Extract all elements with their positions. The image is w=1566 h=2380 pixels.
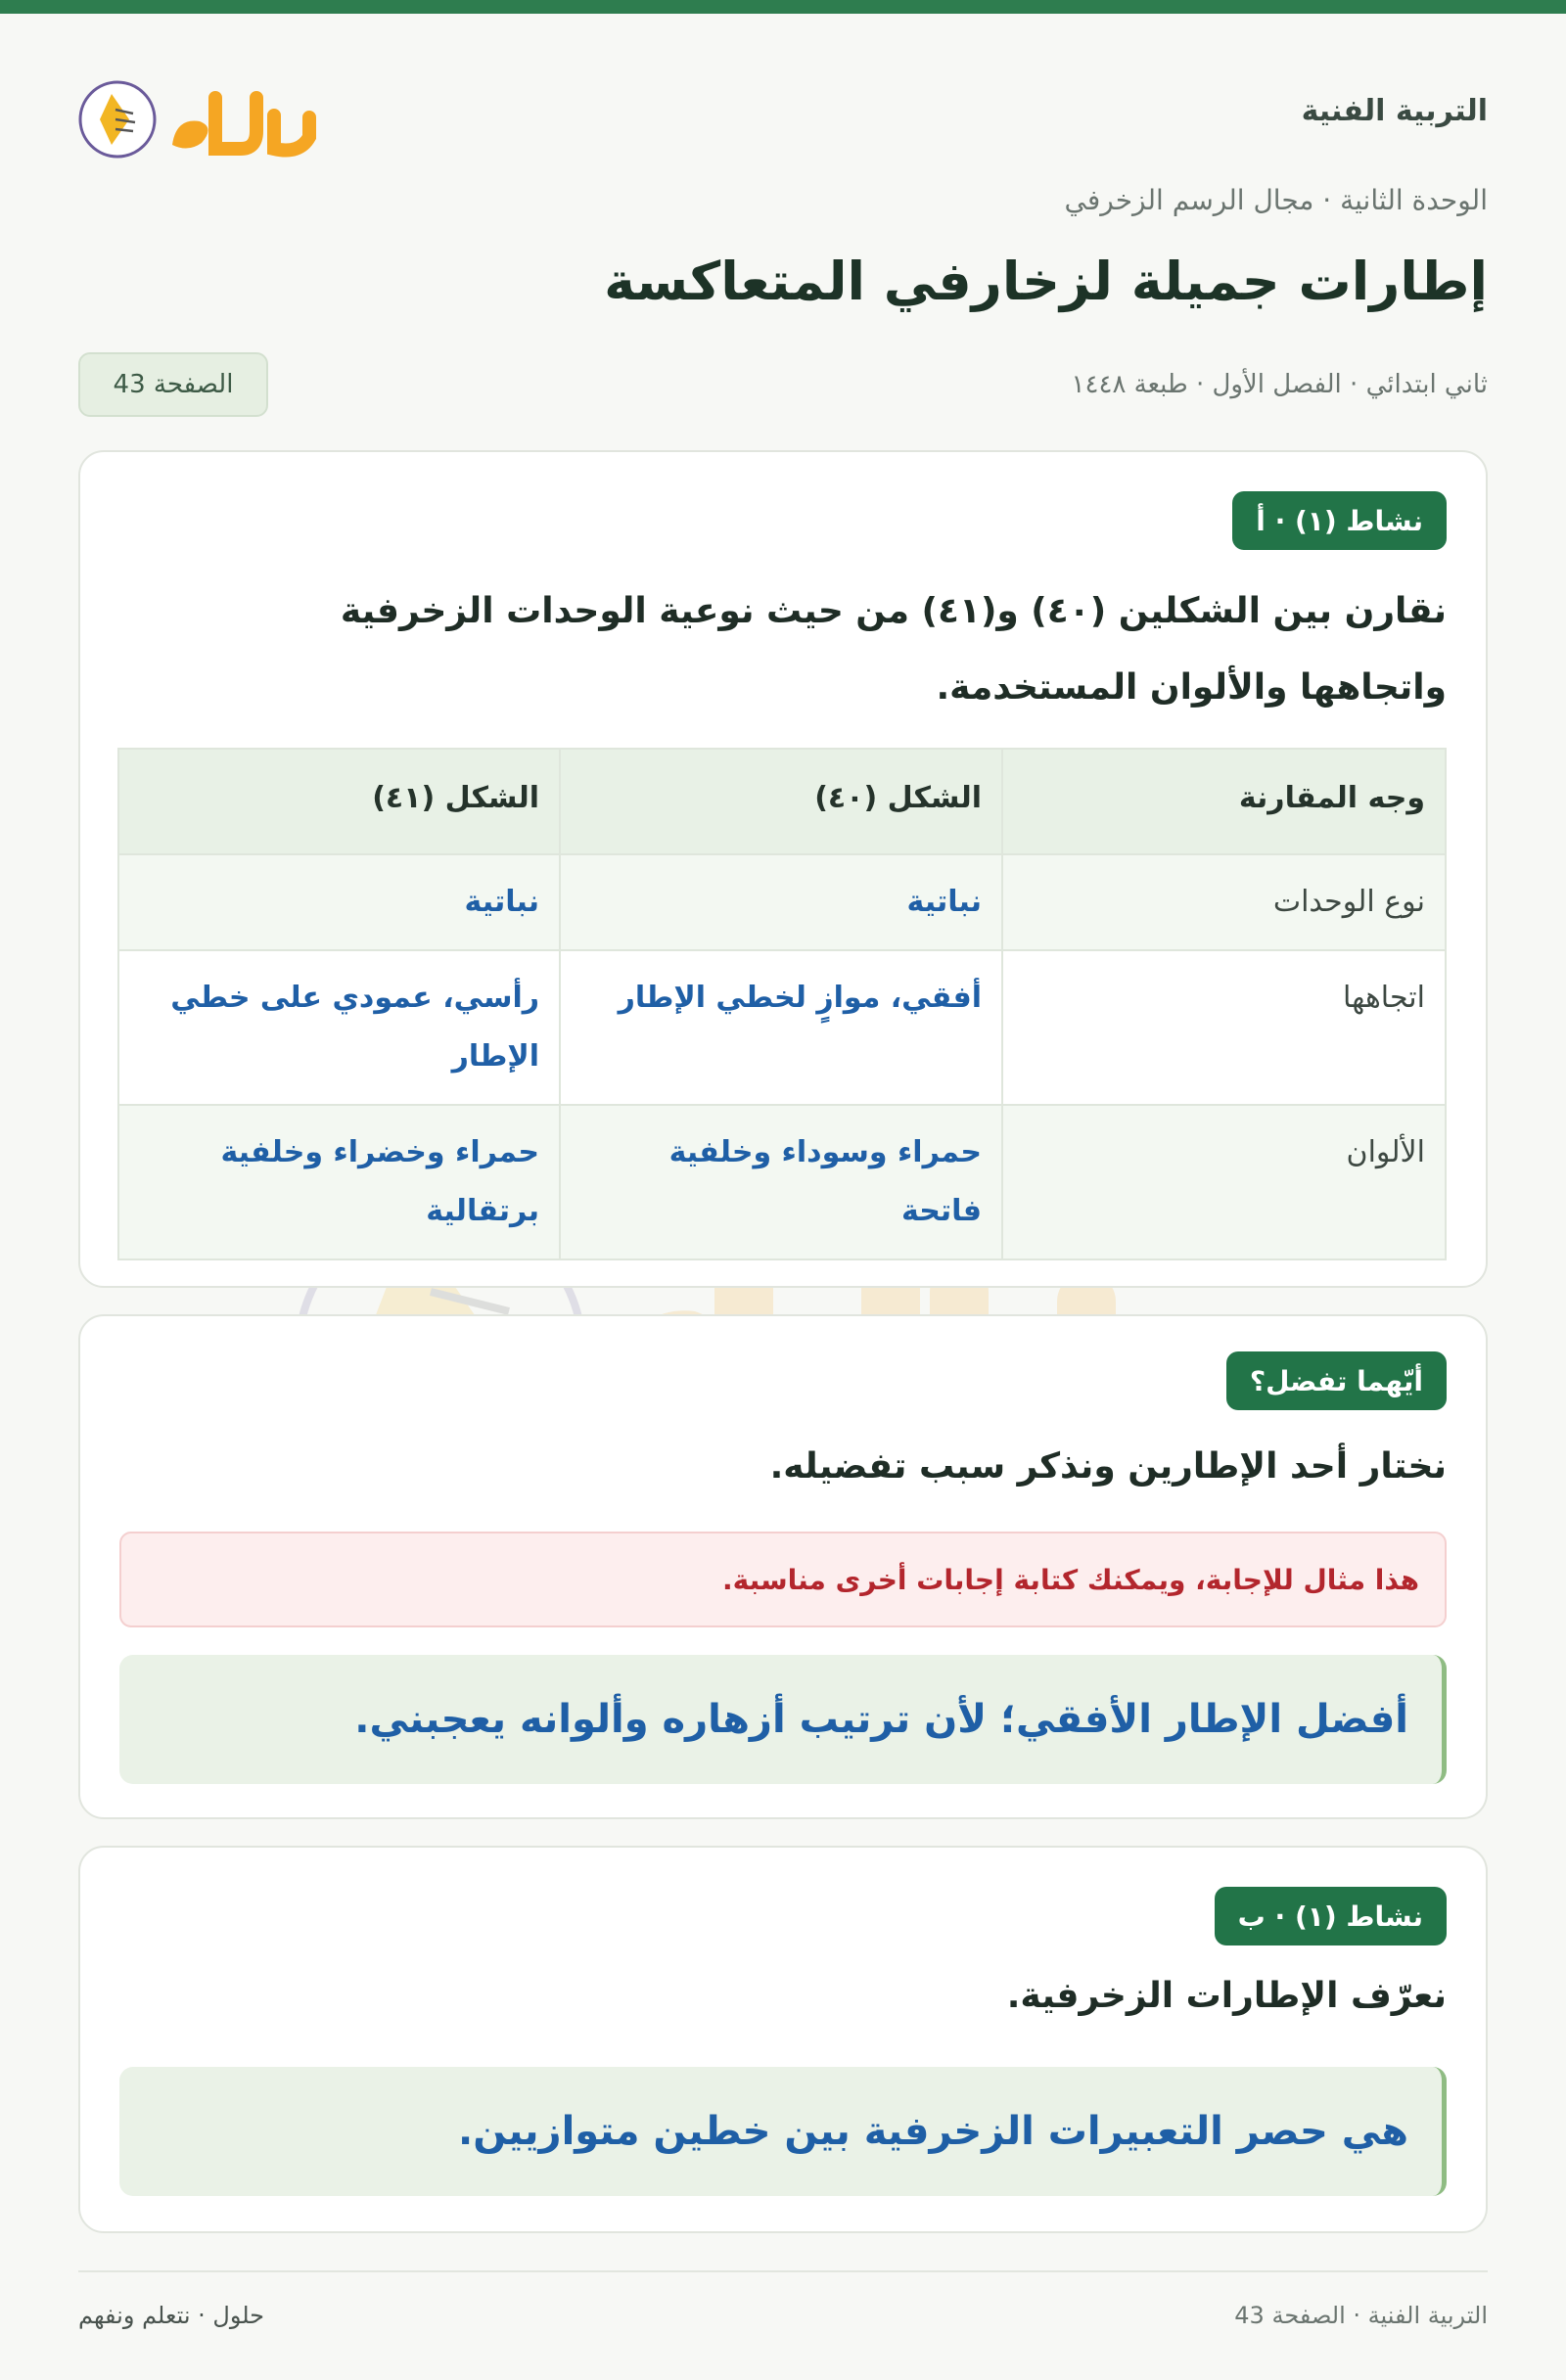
- page-header: [78, 59, 1488, 411]
- activity-b-tag: نشاط (١) · ب: [1215, 1887, 1447, 1945]
- page-title: إطارات جميلة لزخارفي المتعاكسة: [604, 251, 1488, 312]
- aspect-cell: نوع الوحدات: [1002, 854, 1446, 950]
- activity-b-question: نعرّف الإطارات الزخرفية.: [1006, 1976, 1447, 2016]
- activity-b-card: [78, 1846, 1488, 2233]
- footer-page-info: التربية الفنية · الصفحة 43: [1234, 2302, 1488, 2329]
- question-line-2: واتجاهها والألوان المستخدمة.: [936, 667, 1447, 708]
- preference-card: [78, 1314, 1488, 1819]
- aspect-cell: الألوان: [1002, 1105, 1446, 1259]
- top-accent-bar: [0, 0, 1566, 14]
- table-row: [118, 950, 1446, 1105]
- shape-40-cell: أفقي، موازٍ لخطي الإطار: [560, 950, 1002, 1105]
- subject-label: التربية الفنية: [1301, 94, 1488, 128]
- table-header-row: [118, 749, 1446, 854]
- preference-question: نختار أحد الإطارين ونذكر سبب تفضيله.: [769, 1446, 1447, 1487]
- shape-40-cell: نباتية: [560, 854, 1002, 950]
- column-header: الشكل (٤١): [118, 749, 560, 854]
- activity-b-answer: هي حصر التعبيرات الزخرفية بين خطين متوازيين.: [119, 2067, 1447, 2196]
- footer-divider: [78, 2270, 1488, 2272]
- table-row: [118, 854, 1446, 950]
- shape-41-cell: رأسي، عمودي على خطي الإطار: [118, 950, 560, 1105]
- example-answer-note: هذا مثال للإجابة، ويمكنك كتابة إجابات أخرى مناسبة.: [119, 1532, 1447, 1627]
- question-line-1: نقارن بين الشكلين (٤٠) و(٤١) من حيث نوعية الوحدات الزخرفية: [340, 591, 1447, 631]
- activity-a-tag: نشاط (١) · أ: [1232, 491, 1447, 550]
- activity-a-card: [78, 450, 1488, 1288]
- comparison-table: [117, 748, 1447, 1260]
- grade-meta: ثاني ابتدائي · الفصل الأول · طبعة ١٤٤٨: [1071, 370, 1488, 399]
- shape-41-cell: نباتية: [118, 854, 560, 950]
- shape-40-cell: حمراء وسوداء وخلفية فاتحة: [560, 1105, 1002, 1259]
- unit-breadcrumb: الوحدة الثانية · مجال الرسم الزخرفي: [1064, 184, 1488, 216]
- preference-tag: أيّهما تفضل؟: [1226, 1351, 1447, 1410]
- activity-a-question: [119, 573, 1447, 726]
- table-row: [118, 1105, 1446, 1259]
- column-header: وجه المقارنة: [1002, 749, 1446, 854]
- column-header: الشكل (٤٠): [560, 749, 1002, 854]
- footer-brand: حلول · نتعلم ونفهم: [78, 2302, 264, 2329]
- shape-41-cell: حمراء وخضراء وخلفية برتقالية: [118, 1105, 560, 1259]
- hulul-logo-icon: [78, 59, 323, 166]
- aspect-cell: اتجاهها: [1002, 950, 1446, 1105]
- preference-answer: أفضل الإطار الأفقي؛ لأن ترتيب أزهاره وألوانه يعجبني.: [119, 1655, 1447, 1784]
- page-number-badge: الصفحة 43: [78, 352, 268, 417]
